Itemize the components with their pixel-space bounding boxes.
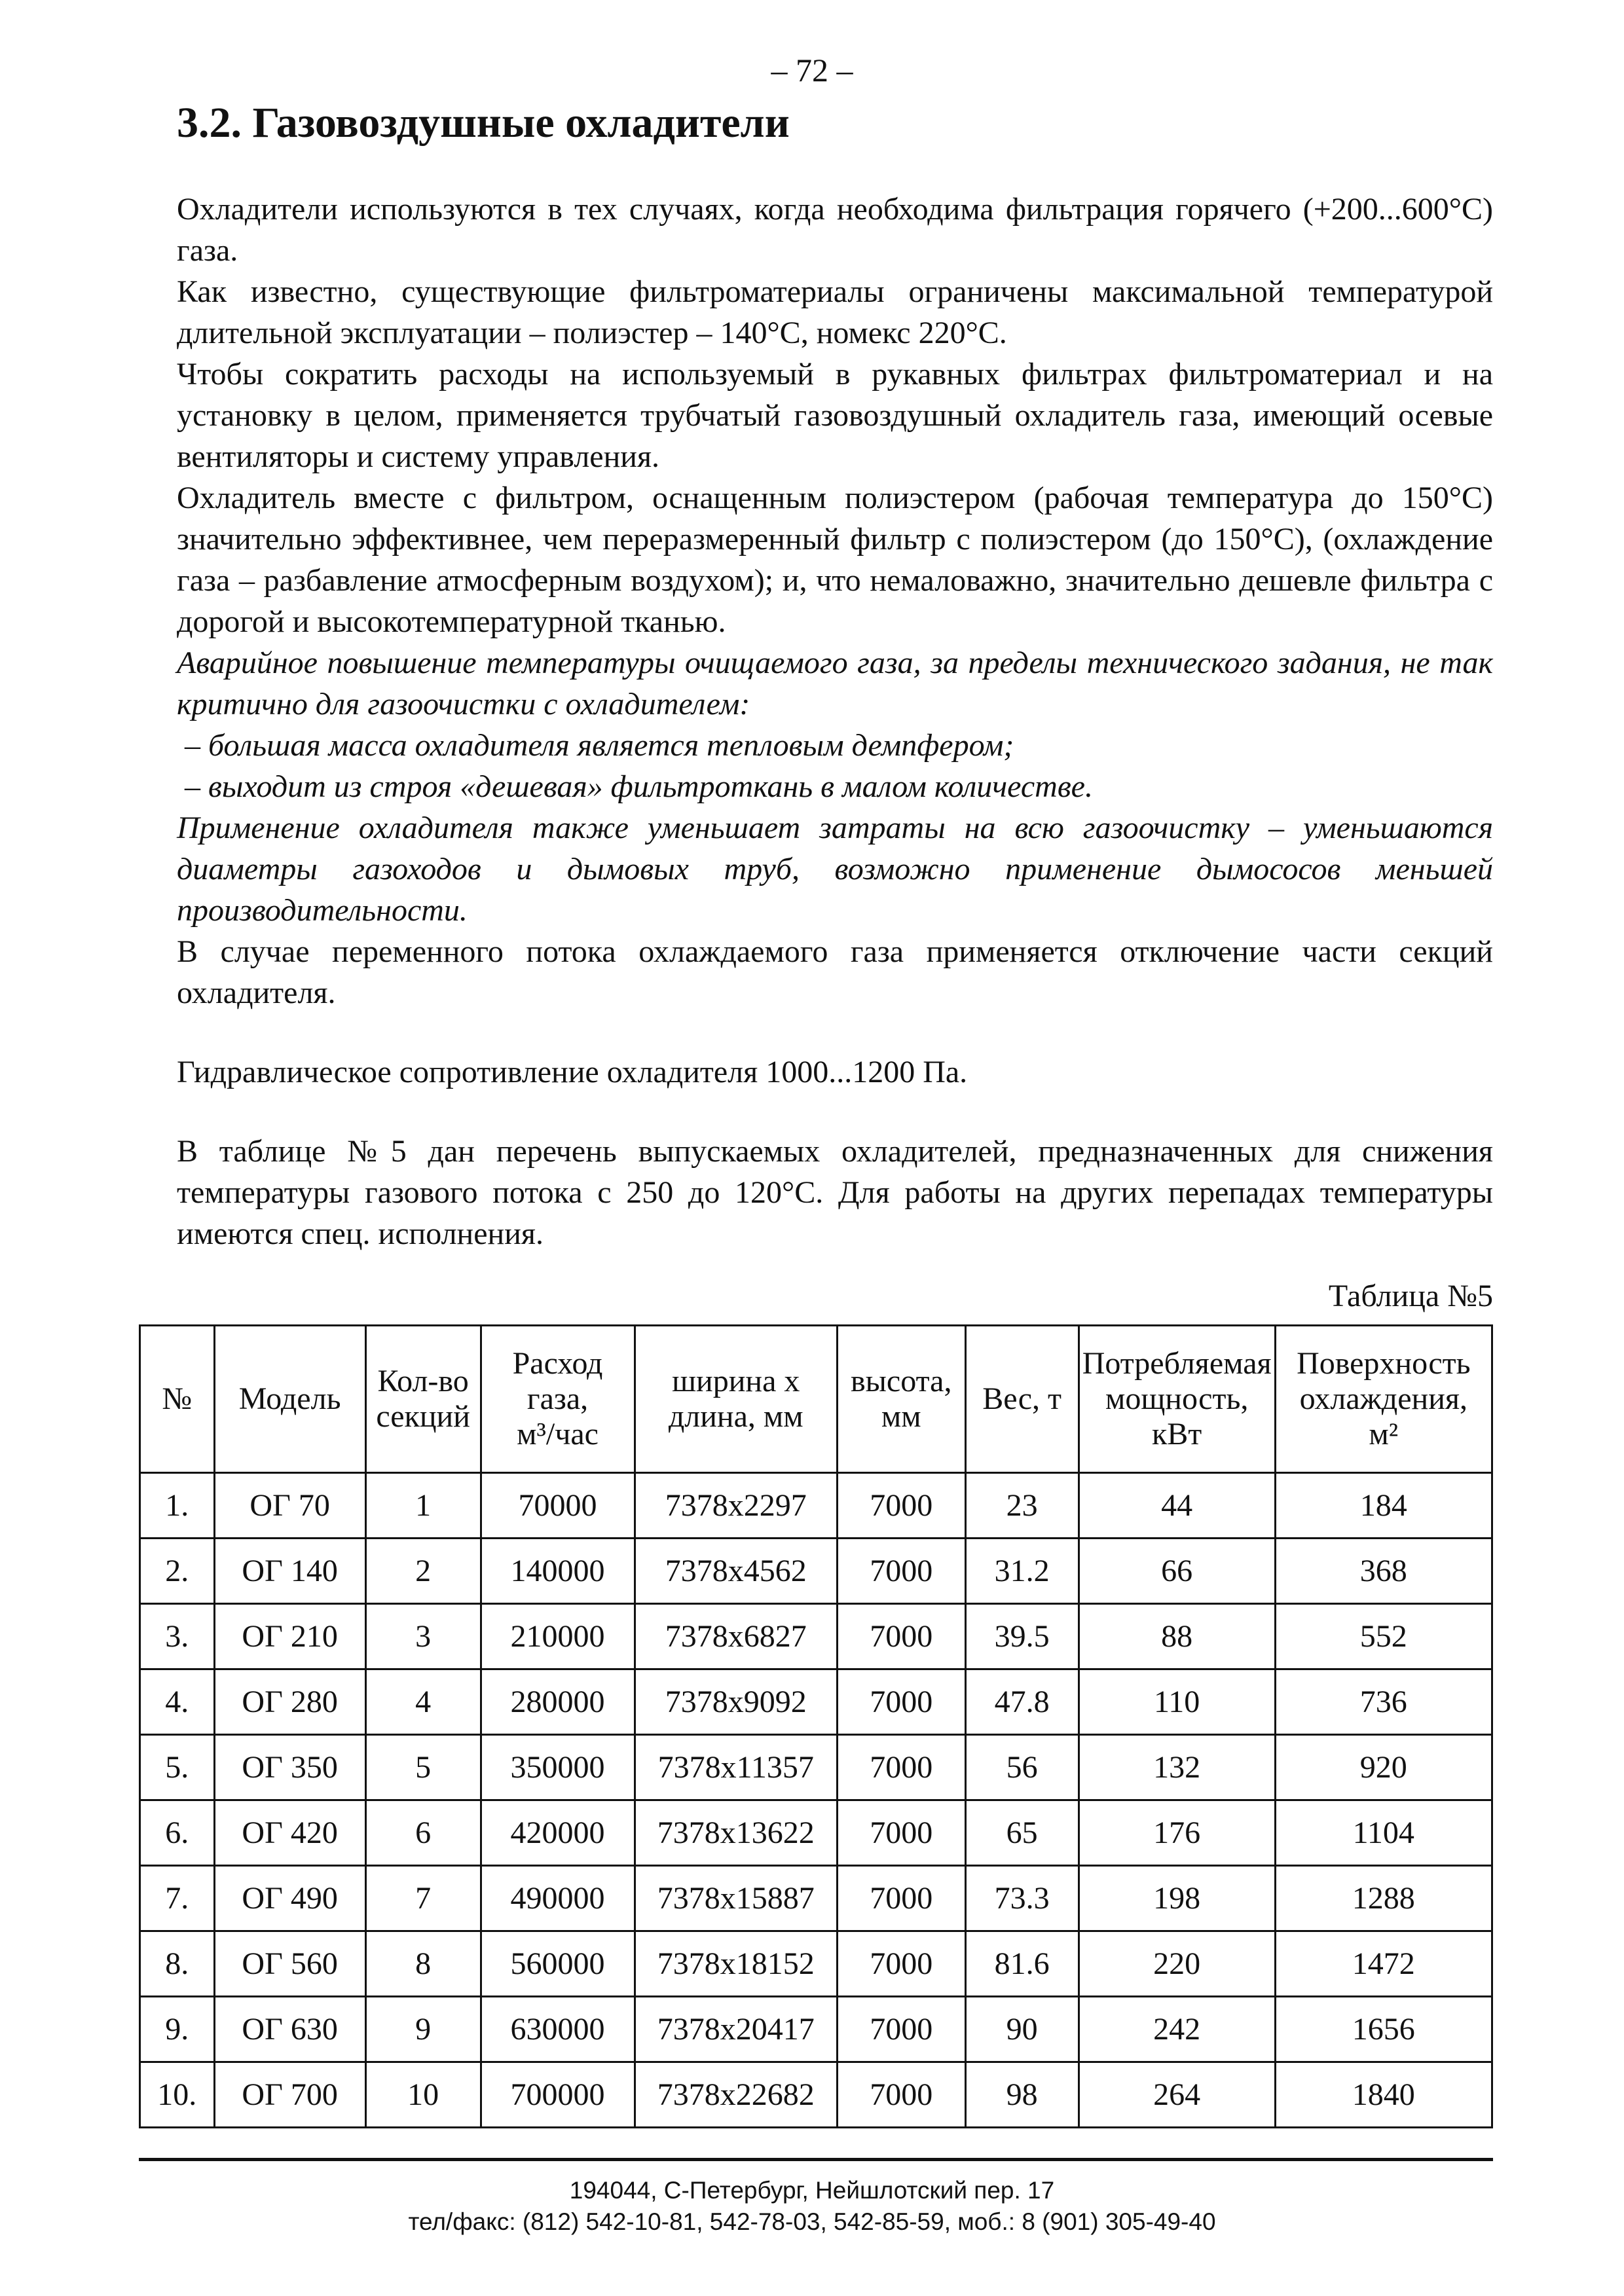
cell-num: 9. (140, 1997, 215, 2062)
cell-power: 132 (1079, 1735, 1275, 1800)
cell-model: ОГ 210 (214, 1604, 365, 1669)
footer-address: 194044, С-Петербург, Нейшлотский пер. 17 (569, 2177, 1055, 2204)
cell-height: 7000 (837, 1931, 965, 1997)
cell-weight: 65 (965, 1800, 1079, 1866)
page-number: – 72 – (771, 52, 853, 88)
header-num: № (140, 1326, 215, 1473)
paragraph-cost-reduction: Чтобы сократить расходы на используемый в рукавных фильтрах фильтроматериал и на установку в целом, применяется трубчатый газовоздушный охладитель газа, имеющий осевые вентиляторы и систему управления. (177, 357, 1493, 474)
table-row (140, 1604, 1492, 1669)
cell-height: 7000 (837, 1604, 965, 1669)
cell-surface: 1656 (1275, 1997, 1492, 2062)
cell-weight: 23 (965, 1473, 1079, 1539)
cell-weight: 56 (965, 1735, 1079, 1800)
cell-height: 7000 (837, 1866, 965, 1931)
table-row (140, 1669, 1492, 1735)
cell-power: 198 (1079, 1866, 1275, 1931)
header-power: Потребляемая мощность, кВт (1079, 1326, 1275, 1473)
paragraph-hydraulic-resistance: Гидравлическое сопротивление охладителя 1000...1200 Па. (177, 1055, 968, 1089)
cell-dims: 7378х6827 (635, 1604, 837, 1669)
cell-power: 110 (1079, 1669, 1275, 1735)
cell-surface: 552 (1275, 1604, 1492, 1669)
body-text (177, 189, 1493, 1254)
cell-model: ОГ 560 (214, 1931, 365, 1997)
header-flow-label: Расход газа, (512, 1346, 603, 1416)
table-row (140, 1735, 1492, 1800)
table-row (140, 1866, 1492, 1931)
cell-num: 10. (140, 2062, 215, 2128)
cell-dims: 7378х9092 (635, 1669, 837, 1735)
cell-sections: 3 (365, 1604, 481, 1669)
cell-model: ОГ 280 (214, 1669, 365, 1735)
cell-flow: 630000 (481, 1997, 635, 2062)
paragraph-variable-flow: В случае переменного потока охлаждаемого газа применяется отключение части секций охладителя. (177, 934, 1493, 1010)
cell-dims: 7378х4562 (635, 1539, 837, 1604)
footer-contacts: тел/факс: (812) 542-10-81, 542-78-03, 542-85-59, моб.: 8 (901) 305-49-40 (408, 2208, 1216, 2235)
cell-dims: 7378х11357 (635, 1735, 837, 1800)
cell-power: 176 (1079, 1800, 1275, 1866)
cell-model: ОГ 140 (214, 1539, 365, 1604)
cell-flow: 700000 (481, 2062, 635, 2128)
table-caption: Таблица №5 (1328, 1279, 1493, 1313)
cell-num: 6. (140, 1800, 215, 1866)
header-sections: Кол-во секций (365, 1326, 481, 1473)
cell-height: 7000 (837, 1473, 965, 1539)
cell-surface: 1472 (1275, 1931, 1492, 1997)
cell-dims: 7378х2297 (635, 1473, 837, 1539)
cell-sections: 4 (365, 1669, 481, 1735)
cell-num: 5. (140, 1735, 215, 1800)
cell-power: 44 (1079, 1473, 1275, 1539)
cell-num: 3. (140, 1604, 215, 1669)
table-row (140, 1539, 1492, 1604)
cell-model: ОГ 630 (214, 1997, 365, 2062)
cell-model: ОГ 420 (214, 1800, 365, 1866)
cell-surface: 184 (1275, 1473, 1492, 1539)
footer-divider (139, 2158, 1493, 2161)
table-header-row (140, 1326, 1492, 1473)
cell-dims: 7378х15887 (635, 1866, 837, 1931)
cell-power: 242 (1079, 1997, 1275, 2062)
cell-surface: 1288 (1275, 1866, 1492, 1931)
header-flow (481, 1326, 635, 1473)
header-weight: Вес, т (965, 1326, 1079, 1473)
cell-height: 7000 (837, 1669, 965, 1735)
header-surface-unit: м² (1369, 1417, 1399, 1451)
cell-flow: 210000 (481, 1604, 635, 1669)
cell-surface: 920 (1275, 1735, 1492, 1800)
cell-flow: 350000 (481, 1735, 635, 1800)
cell-weight: 39.5 (965, 1604, 1079, 1669)
cell-height: 7000 (837, 1800, 965, 1866)
cell-sections: 6 (365, 1800, 481, 1866)
header-model: Модель (214, 1326, 365, 1473)
cell-model: ОГ 700 (214, 2062, 365, 2128)
cell-weight: 98 (965, 2062, 1079, 2128)
footer (0, 2175, 1624, 2238)
paragraph-emergency: Аварийное повышение температуры очищаемого газа, за пределы технического задания, не так критично для газоочистки с охладителем: (177, 646, 1493, 721)
list-item-cheap-fabric: – выходит из строя «дешевая» фильтроткань в малом количестве. (185, 769, 1093, 804)
cell-weight: 31.2 (965, 1539, 1079, 1604)
section-heading: 3.2. Газовоздушные охладители (177, 99, 790, 147)
cell-weight: 81.6 (965, 1931, 1079, 1997)
cell-surface: 368 (1275, 1539, 1492, 1604)
cell-power: 66 (1079, 1539, 1275, 1604)
cell-dims: 7378х18152 (635, 1931, 837, 1997)
header-flow-unit: м³/час (517, 1417, 599, 1451)
cell-power: 264 (1079, 2062, 1275, 2128)
paragraph-intro: Охладители используются в тех случаях, когда необходима фильтрация горячего (+200...600°С) газа. (177, 192, 1493, 268)
cell-dims: 7378х22682 (635, 2062, 837, 2128)
cell-height: 7000 (837, 1735, 965, 1800)
header-surface (1275, 1326, 1492, 1473)
table-row (140, 1997, 1492, 2062)
header-height: высота, мм (837, 1326, 965, 1473)
coolers-table (139, 1324, 1493, 2128)
cell-model: ОГ 70 (214, 1473, 365, 1539)
cell-model: ОГ 350 (214, 1735, 365, 1800)
cell-dims: 7378х20417 (635, 1997, 837, 2062)
cell-height: 7000 (837, 2062, 965, 2128)
cell-power: 220 (1079, 1931, 1275, 1997)
cell-flow: 70000 (481, 1473, 635, 1539)
cell-sections: 8 (365, 1931, 481, 1997)
table-row (140, 1473, 1492, 1539)
paragraph-table-intro: В таблице №5 дан перечень выпускаемых охладителей, предназначенных для снижения температуры газового потока с 250 до 120°С. Для работы на других перепадах температуры имеются спец. исполнения. (177, 1134, 1493, 1251)
cell-num: 8. (140, 1931, 215, 1997)
cell-num: 4. (140, 1669, 215, 1735)
cell-flow: 140000 (481, 1539, 635, 1604)
table-row (140, 2062, 1492, 2128)
table-row (140, 1800, 1492, 1866)
cell-sections: 2 (365, 1539, 481, 1604)
cell-weight: 47.8 (965, 1669, 1079, 1735)
cell-power: 88 (1079, 1604, 1275, 1669)
cell-flow: 420000 (481, 1800, 635, 1866)
cell-sections: 9 (365, 1997, 481, 2062)
cell-surface: 736 (1275, 1669, 1492, 1735)
table-body (140, 1473, 1492, 2128)
cell-flow: 560000 (481, 1931, 635, 1997)
cell-sections: 7 (365, 1866, 481, 1931)
paragraph-efficiency: Охладитель вместе с фильтром, оснащенным полиэстером (рабочая температура до 150°С) значительно эффективнее, чем переразмеренный фильтр с полиэстером (до 150°С), (охлаждение газа – разбавление атмосферным воздухом); и, что немаловажно, значительно дешевле фильтра с дорогой и высокотемпературной тканью. (177, 481, 1493, 639)
cell-sections: 5 (365, 1735, 481, 1800)
paragraph-cost-savings: Применение охладителя также уменьшает затраты на всю газоочистку – уменьшаются диаметры газоходов и дымовых труб, возможно применение дымососов меньшей производительности. (177, 811, 1493, 928)
cell-height: 7000 (837, 1539, 965, 1604)
cell-weight: 73.3 (965, 1866, 1079, 1931)
cell-weight: 90 (965, 1997, 1079, 2062)
paragraph-filter-materials: Как известно, существующие фильтроматериалы ограничены максимальной температурой длительной эксплуатации – полиэстер – 140°С, номекс 220°С. (177, 274, 1493, 350)
header-surface-label: Поверхность охлаждения, (1297, 1346, 1471, 1416)
cell-num: 1. (140, 1473, 215, 1539)
cell-model: ОГ 490 (214, 1866, 365, 1931)
cell-sections: 1 (365, 1473, 481, 1539)
header-width-length: ширина х длина, мм (635, 1326, 837, 1473)
cell-dims: 7378х13622 (635, 1800, 837, 1866)
table-row (140, 1931, 1492, 1997)
cell-flow: 280000 (481, 1669, 635, 1735)
cell-surface: 1840 (1275, 2062, 1492, 2128)
cell-num: 7. (140, 1866, 215, 1931)
cell-flow: 490000 (481, 1866, 635, 1931)
cell-height: 7000 (837, 1997, 965, 2062)
list-item-damper: – большая масса охладителя является тепловым демпфером; (185, 728, 1014, 763)
cell-num: 2. (140, 1539, 215, 1604)
cell-sections: 10 (365, 2062, 481, 2128)
cell-surface: 1104 (1275, 1800, 1492, 1866)
